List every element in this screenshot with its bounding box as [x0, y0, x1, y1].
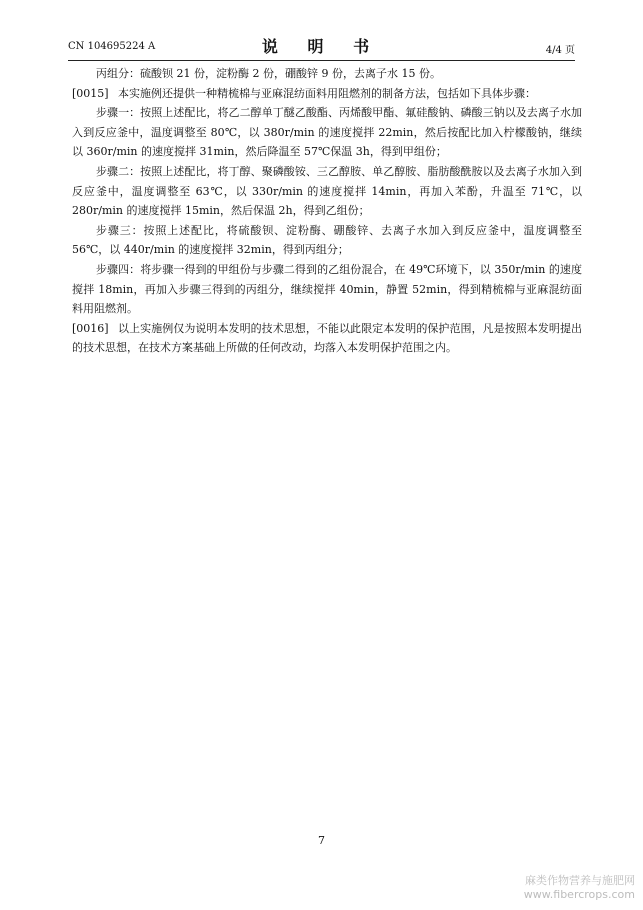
document-body [72, 64, 582, 358]
paragraph-text: 步骤四：将步骤一得到的甲组份与步骤二得到的乙组份混合，在 49℃环境下，以 350r/min 的速度搅拌 18min，再加入步骤三得到的丙组分，继续搅拌 40min，静置 52min，得到精梳棉与亚麻混纺面料用阻燃剂。 [72, 262, 582, 316]
paragraph-0015 [72, 84, 582, 104]
paragraph-text: 本实施例还提供一种精梳棉与亚麻混纺面料用阻燃剂的制备方法，包括如下具体步骤： [118, 86, 536, 100]
paragraph-component-c [72, 64, 582, 84]
header-divider [68, 60, 575, 61]
paragraph-step-four [72, 260, 582, 319]
paragraph-step-two [72, 162, 582, 221]
paragraph-text: 步骤二：按照上述配比，将丁醇、聚磷酸铵、三乙醇胺、单乙醇胺、脂肪酸酰胺以及去离子水加入到反应釜中，温度调整至 63℃，以 330r/min 的速度搅拌 14min，再加入苯酚，升温至 71℃，以 280r/min 的速度搅拌 15min，然后保温 2h，得到乙组份； [72, 164, 582, 218]
paragraph-number: [0016] [72, 321, 109, 335]
paragraph-step-three [72, 221, 582, 260]
paragraph-step-one [72, 103, 582, 162]
page-header [68, 34, 575, 60]
page-indicator: 4/4 页 [545, 45, 575, 56]
watermark-site-url: www.fibercrops.com [523, 888, 635, 901]
paragraph-text: 步骤三：按照上述配比，将硫酸钡、淀粉酶、硼酸锌、去离子水加入到反应釜中，温度调整至 56℃，以 440r/min 的速度搅拌 32min，得到丙组分； [72, 223, 582, 257]
paragraph-text: 以上实施例仅为说明本发明的技术思想，不能以此限定本发明的保护范围，凡是按照本发明提出的技术思想，在技术方案基础上所做的任何改动，均落入本发明保护范围之内。 [72, 321, 582, 355]
watermark-site-name: 麻类作物营养与施肥网 [525, 874, 635, 887]
page-number: 7 [318, 834, 325, 847]
document-title: 说 明 书 [261, 37, 382, 56]
site-watermark [524, 874, 635, 902]
paragraph-text: 步骤一：按照上述配比，将乙二醇单丁醚乙酸酯、丙烯酸甲酯、氟硅酸钠、磷酸三钠以及去离子水加入到反应釜中，温度调整至 80℃，以 380r/min 的速度搅拌 22min，然后按配比加入柠檬酸钠，继续以 360r/min 的速度搅拌 31min，然后降温至 57℃保温 3h，得到甲组份； [72, 106, 582, 159]
paragraph-0016 [72, 319, 582, 358]
paragraph-number: [0015] [72, 86, 109, 100]
publication-number: CN 104695224 A [68, 41, 156, 52]
paragraph-text: 丙组分：硫酸钡 21 份，淀粉酶 2 份，硼酸锌 9 份，去离子水 15 份。 [96, 67, 441, 80]
